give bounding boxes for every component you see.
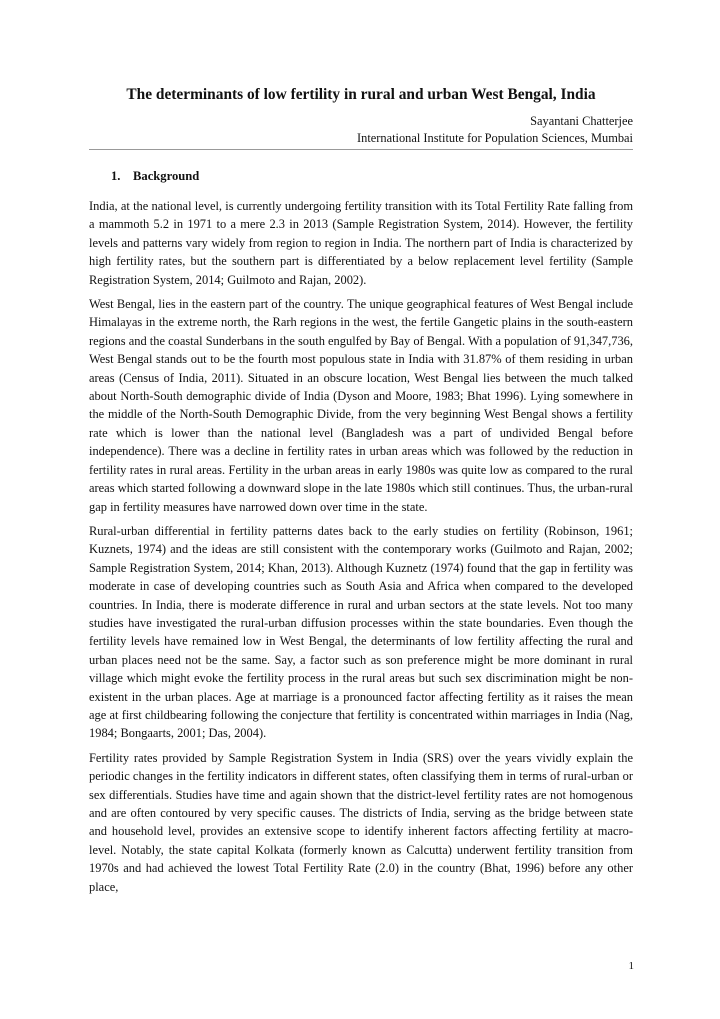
author-name: Sayantani Chatterjee [530,114,633,128]
section-title: Background [133,169,200,183]
paper-title: The determinants of low fertility in rural and urban West Bengal, India [126,86,596,103]
paragraph: West Bengal, lies in the eastern part of the country. The unique geographical features of West Bengal include Himalayas in the extreme north, the Rarh regions in the west, the fertile Gangetic plains in the south-eastern regions and the coastal Sunderbans in the south engulfed by Bay of Bengal. With a population of 91,347,736, West Bengal stands out to be the fourth most populous state in India with 31.87% of them residing in urban areas (Census of India, 2011). Situated in an obscure location, West Bengal lies between the much talked about North-South demographic divide of India (Dyson and Moore, 1983; Bhat 1996). Lying somewhere in the middle of the North-South Demographic Divide, from the very beginning West Bengal shows a fertility rate which is lower than the national level (Bangladesh was a part of undivided Bengal before independence). There was a decline in fertility rates in urban areas which was followed by the reduction in fertility rates in rural areas. Fertility in the urban areas in early 1980s was quite low as compared to the rural areas which started following a downward slope in the late 1980s which still continues. Thus, the urban-rural gap in fertility measures have narrowed down over time in the state. [89,297,634,514]
author-block [89,113,633,147]
document-page [89,86,633,902]
header-divider [89,149,633,150]
paragraph: India, at the national level, is currently undergoing fertility transition with its Total Fertility Rate falling from a mammoth 5.2 in 1971 to a mere 2.3 in 2013 (Sample Registration System, 2014). However, the fertility levels and patterns vary widely from region to region in India. The northern part of India is characterized by high fertility rates, but the southern part is differentiated by a below replacement level fertility (Sample Registration System, 2014; Guilmoto and Rajan, 2002). [89,199,633,287]
paragraph: Rural-urban differential in fertility patterns dates back to the early studies on fertility (Robinson, 1961; Kuznets, 1974) and the ideas are still consistent with the contemporary works (Guilmoto and Rajan, 2002; Sample Registration System, 2014; Khan, 2013). Although Kuznetz (1974) found that the gap in fertility was moderate in case of developing countries such as South Asia and Africa when compared to the developed countries. In India, there is moderate difference in rural and urban sectors at the state levels. Not too many studies have investigated the rural-urban diffusion processes within the state boundaries. Even though the fertility levels have remained low in West Bengal, the determinants of low fertility affecting the rural and urban places need not be the same. Say, a factor such as son preference might be more dominant in rural village which might evoke the fertility process in the rural areas but such sex discrimination might be non-existent in the urban places. Age at marriage is a pronounced factor affecting fertility as it raises the mean age at first childbearing following the conjecture that fertility is concentrated within marriages in India (Nag, 1984; Bongaarts, 2001; Das, 2004). [89,523,633,741]
page-number: 1 [628,960,634,972]
section-number: 1. [111,169,121,183]
author-affiliation: International Institute for Population Sciences, Mumbai [357,131,633,145]
paragraph: Fertility rates provided by Sample Registration System in India (SRS) over the years vividly explain the periodic changes in the fertility indicators in different states, often classifying them in terms of rural-urban or sex differentials. Studies have time and again shown that the district-level fertility rates are not homogenous and are often contoured by very specific causes. The districts of India, serving as the bridge between state and household level, provides an extensive scope to identify inherent factors affecting fertility at macro-level. Notably, the state capital Kolkata (formerly known as Calcutta) underwent fertility transition from 1970s and had achieved the lowest Total Fertility Rate (2.0) in the country (Bhat, 1996) before any other place, [89,750,633,894]
section-heading [111,168,633,184]
